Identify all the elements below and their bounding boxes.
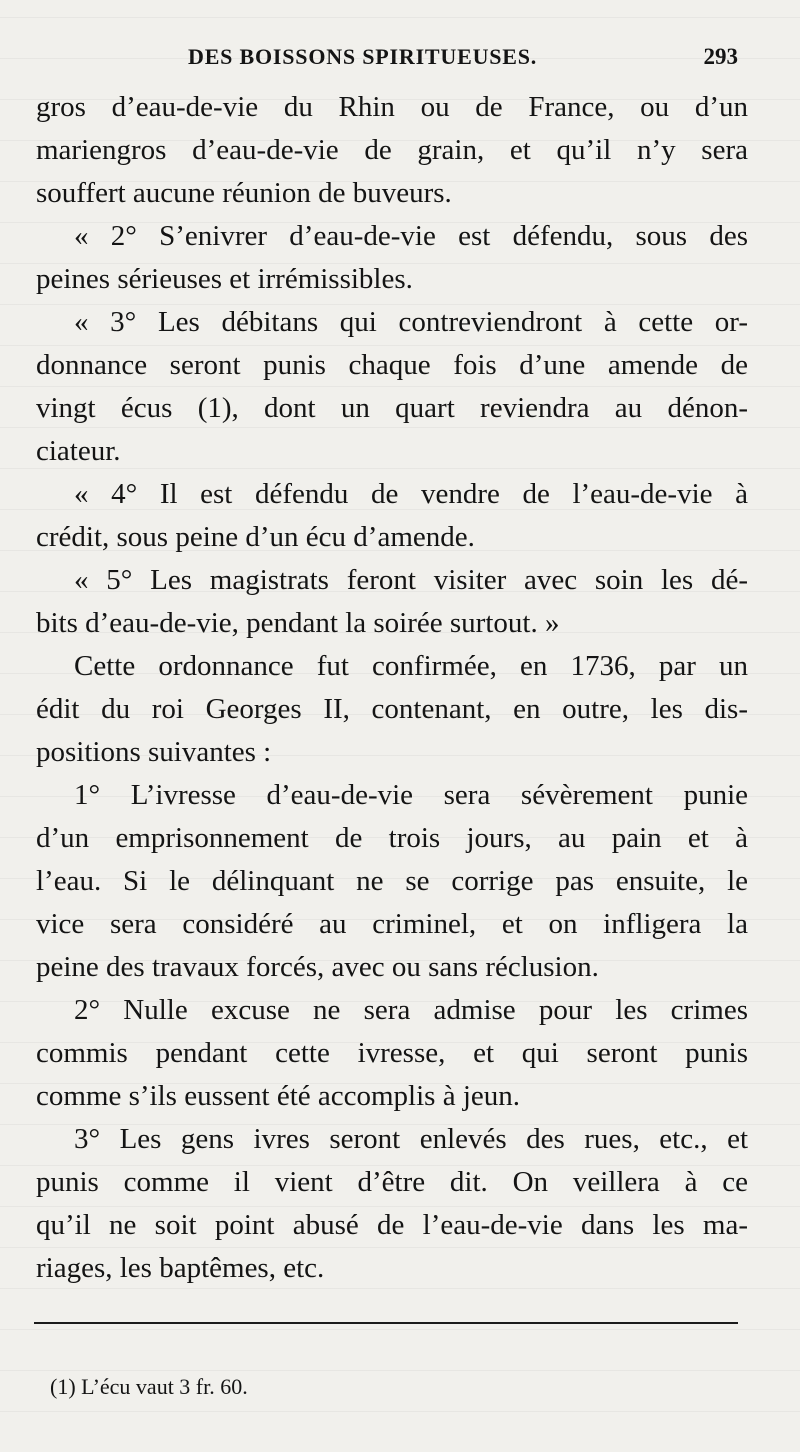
text-line: d’un emprisonnement de trois jours, au pain et à bbox=[36, 822, 748, 854]
text-line: peines sérieuses et irrémissibles. bbox=[36, 263, 413, 295]
text-line: qu’il ne soit point abusé de l’eau-de-vie dans les ma- bbox=[36, 1209, 748, 1241]
text-line: vice sera considéré au criminel, et on infligera la bbox=[36, 908, 748, 940]
text-line: gros d’eau-de-vie du Rhin ou de France, ou d’un bbox=[36, 91, 748, 123]
text-line: « 3° Les débitans qui contreviendront à cette or- bbox=[74, 306, 748, 338]
text-line: l’eau. Si le délinquant ne se corrige pas ensuite, le bbox=[36, 865, 748, 897]
text-line: « 4° Il est défendu de vendre de l’eau-de-vie à bbox=[74, 478, 748, 510]
page-number: 293 bbox=[703, 44, 738, 69]
text-line: positions suivantes : bbox=[36, 736, 272, 768]
text-line: 2° Nulle excuse ne sera admise pour les crimes bbox=[74, 994, 748, 1026]
running-title: DES BOISSONS SPIRITUEUSES. bbox=[188, 44, 538, 69]
body-text bbox=[36, 86, 748, 1290]
text-line: comme s’ils eussent été accomplis à jeun. bbox=[36, 1080, 520, 1112]
text-line: crédit, sous peine d’un écu d’amende. bbox=[36, 521, 475, 553]
text-line: souffert aucune réunion de buveurs. bbox=[36, 177, 452, 209]
text-line: peine des travaux forcés, avec ou sans réclusion. bbox=[36, 951, 599, 983]
text-line: vingt écus (1), dont un quart reviendra au dénon- bbox=[36, 392, 748, 424]
text-line: donnance seront punis chaque fois d’une amende de bbox=[36, 349, 748, 381]
text-line: ciateur. bbox=[36, 435, 121, 467]
text-line: bits d’eau-de-vie, pendant la soirée surtout. » bbox=[36, 607, 560, 639]
text-line: « 2° S’enivrer d’eau-de-vie est défendu, sous des bbox=[74, 220, 748, 252]
text-line: « 5° Les magistrats feront visiter avec soin les dé- bbox=[74, 564, 748, 596]
footnote-rule bbox=[34, 1322, 738, 1324]
footnote: (1) L’écu vaut 3 fr. 60. bbox=[50, 1374, 248, 1399]
text-line: édit du roi Georges II, contenant, en outre, les dis- bbox=[36, 693, 748, 725]
text-line: commis pendant cette ivresse, et qui seront punis bbox=[36, 1037, 748, 1069]
text-line: riages, les baptêmes, etc. bbox=[36, 1252, 325, 1284]
text-line: 1° L’ivresse d’eau-de-vie sera sévèrement punie bbox=[74, 779, 748, 811]
text-line: mariengros d’eau-de-vie de grain, et qu’il n’y sera bbox=[36, 134, 748, 166]
page-header bbox=[36, 44, 748, 80]
text-line: Cette ordonnance fut confirmée, en 1736, par un bbox=[74, 650, 748, 682]
text-line: 3° Les gens ivres seront enlevés des rues, etc., et bbox=[74, 1123, 748, 1155]
text-line: punis comme il vient d’être dit. On veillera à ce bbox=[36, 1166, 748, 1198]
